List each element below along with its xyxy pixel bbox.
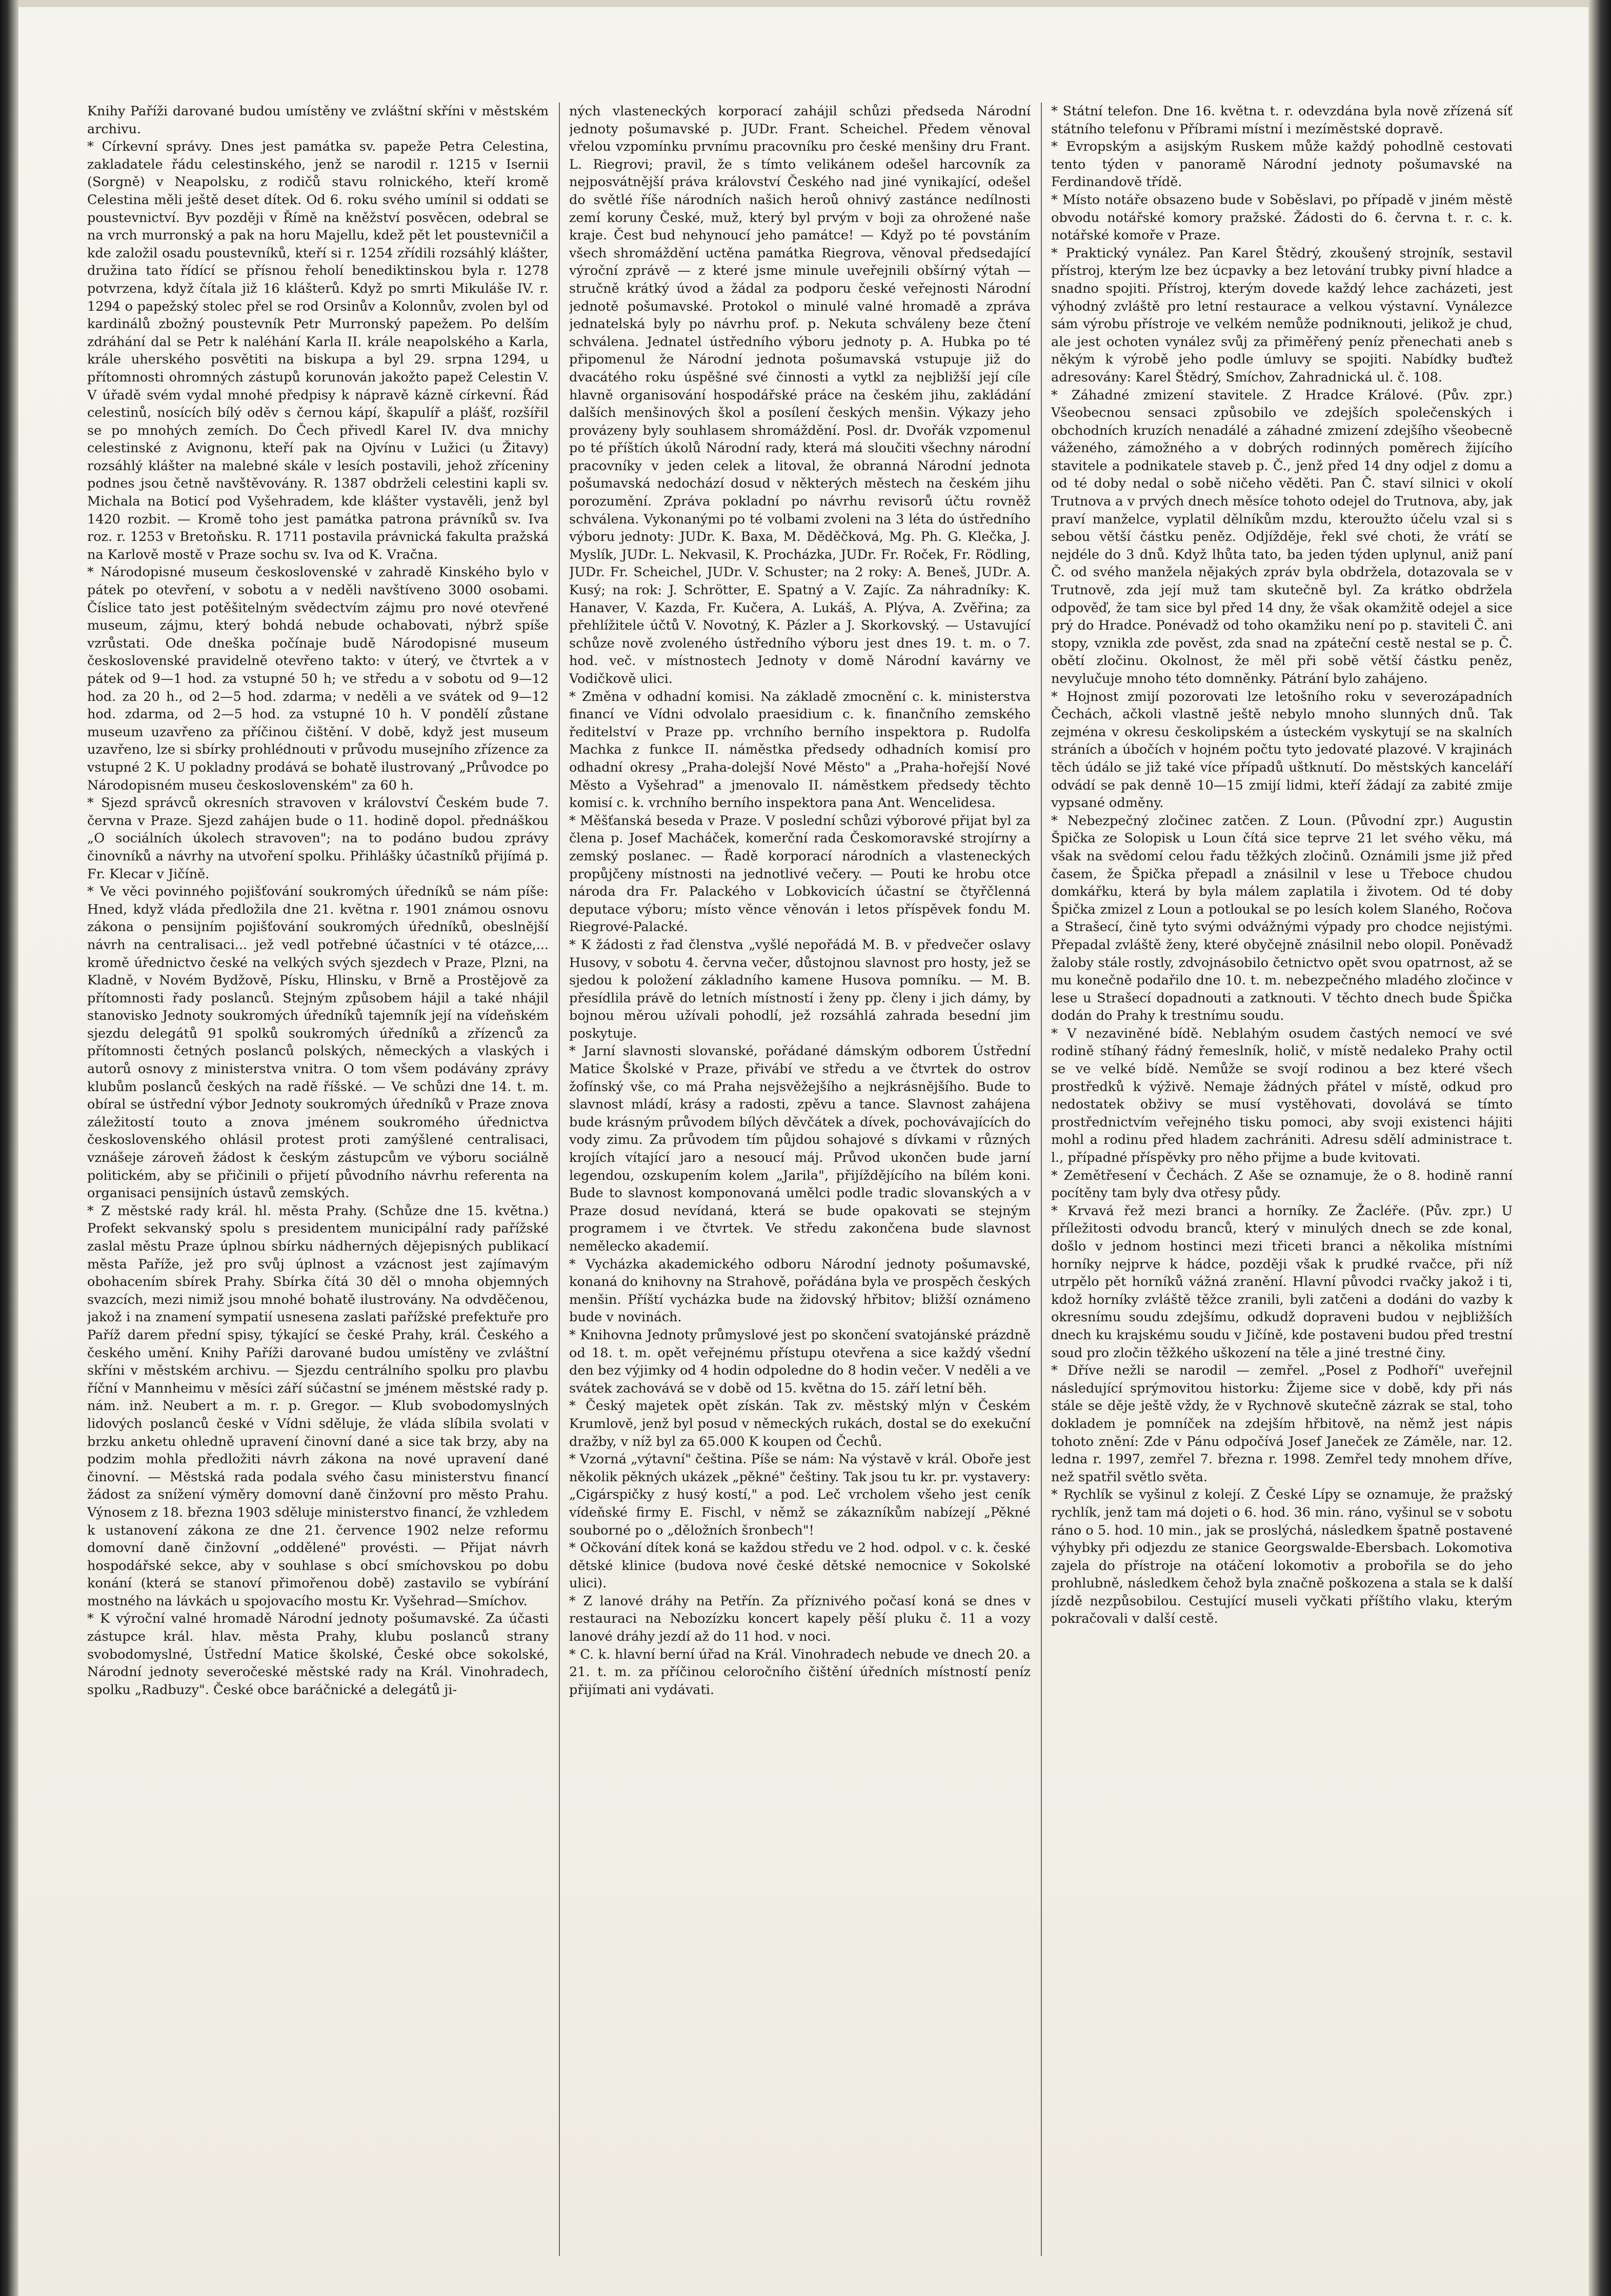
article-paragraph: * Zemětřesení v Čechách. Z Aše se oznamuje, že o 8. hodině ranní pocítěny tam byly dva otřesy půdy. (1051, 1167, 1513, 1201)
column-right (1051, 103, 1513, 2271)
article-paragraph: * Měšťanská beseda v Praze. V poslední schůzi výborové přijat byl za člena p. Josef Macháček, komerční rada Českomoravské strojírny a zemský poslanec. — Řadě korporací národních a vlasteneckých propůjčeny místnosti na jednotlivé večery. — Pouti ke hrobu otce národa dra Fr. Palackého v Lobkovicích účastní se čtyřčlenná deputace výboru; místo věnce věnován i letos příspěvek fondu M. Riegrové-Palacké. (569, 813, 1031, 935)
article-paragraph: * Jarní slavnosti slovanské, pořádané dámským odborem Ústřední Matice Školské v Praze, přivábí ve středu a ve čtvrtek do ostrov žofínský vše, co má Praha nejsvěžejšího a nejkrásnějšího. Bude to slavnost mládí, krásy a radosti, zpěvu a tance. Slavnost zahájena bude krásným průvodem bílých děvčátek a dívek, pochovávajících do vody zimu. Za průvodem tím půjdou sohajové s dívkami v různých krojích vítající jaro a nesoucí máj. Průvod ukončen bude jarní legendou, ozskupením kolem „Jarila", přijíždějícího na bílém koni. Bude to slavnost komponovaná umělci podle tradic slovanských a v Praze dosud nevídaná, která se bude opakovati se stejným programem i ve čtvrtek. Ve středu zakončena bude slavnost nemělecko akademií. (569, 1043, 1031, 1254)
article-paragraph: * Nebezpečný zločinec zatčen. Z Loun. (Původní zpr.) Augustin Špička ze Solopisk u Loun čítá sice teprve 21 let svého věku, má však na svědomí celou řadu těžkých zločinů. Oznámili jsme již před časem, že Špička přepadl a znásilnil v lese u Třeboce chudou domkářku, která by byla málem zaplatila i životem. Od té doby Špička zmizel z Loun a potloukal se po lesích kolem Slaného, Ročova a Strašecí, čině tyto svými odvážnými výpady pro chodce nejistými. Přepadal zvláště ženy, které obyčejně znásilnil nebo olopil. Poněvadž žaloby stále rostly, zdvojnásobilo četnictvo opět svou opatrnost, až se mu konečně podařilo dne 10. t. m. nebezpečného mladého zločince v lese u Strašecí dopadnouti a zatknouti. V těchto dnech bude Špička dodán do Prahy k trestnímu soudu. (1051, 813, 1513, 1024)
columns (87, 103, 1513, 2271)
article-paragraph: * Krvavá řež mezi branci a horníky. Ze Žacléře. (Pův. zpr.) U příležitosti odvodu branců, který v minulých dnech se zde konal, došlo v jednom hostinci mezi třiceti branci a několika místními horníky nejprve k hádce, později však k prudké rvačce, při níž utrpělo pět horníků vážná zranění. Hlavní původci rvačky jakož i ti, kdož horníky zvláště těžce zranili, byli zatčeni a dodáni do vazby k okresnímu soudu zdejšímu, odkudž dopraveni budou v nejbližších dnech ku krajskému soudu v Jičíně, kde postaveni budou před trestní soud pro zločin těžkého uškození na těle a jiné trestné činy. (1051, 1203, 1513, 1361)
article-paragraph: * Z městské rady král. hl. města Prahy. (Schůze dne 15. května.) Profekt sekvanský spolu s presidentem municipální rady pařížské zaslal městu Praze úplnou sbírku nádherných dějepisných publikací města Paříže, jež pro svůj úplnost a vzácnost jest zajímavým obohacením sbírek Prahy. Sbírka čítá 30 děl o mnoha objemných svazcích, mezi nimiž jsou mnohé bohatě ilustrovány. Na odvděčenou, jakož i na znamení sympatií usnesena zaslati pařížské prefektuře pro Paříž darem přední spisy, týkající se české Prahy, král. Českého a českého umění. Knihy Paříži darované budou umístěny ve zvláštní skříni v městském archivu. — Sjezdu centrálního spolku pro plavbu říční v Mannheimu v měsíci září súčastní se jménem městské rady p. nám. inž. Neubert a m. r. p. Gregor. — Klub svobodomyslných lidových poslanců české v Vídni sděluje, že vláda slíbila svolati v brzku anketu ohledně upravení činovní dané a sice tak brzy, aby na podzim mohla předložiti návrh zákona na nové upravení dané činovní. — Městská rada podala svého času ministerstvu financí žádost za snížení výměry domovní daně činžovní pro město Prahu. Výnosem z 18. března 1903 sděluje ministerstvo financí, že vzhledem k ustanovení zákona ze dne 21. července 1902 nelze reformu domovní daně činžovní „oddělené" provésti. — Přijat návrh hospodářské sekce, aby v souhlase s obcí smíchovskou po dobu konání (která se stanoví přimořenou době) zastavilo se vybírání mostného na lávkách u spojovacího mostu Kr. Vyšehrad—Smíchov. (87, 1203, 549, 1609)
article-paragraph: * Očkování dítek koná se každou středu ve 2 hod. odpol. v c. k. české dětské klinice (budova nové české dětské nemocnice v Sokolské ulici). (569, 1540, 1031, 1592)
column-left (87, 103, 549, 2271)
article-paragraph: * Z lanové dráhy na Petřín. Za příznivého počasí koná se dnes v restauraci na Nebozízku koncert kapely pěší pluku č. 11 a vozy lanové dráhy jezdí až do 11 hod. v noci. (569, 1593, 1031, 1645)
article-paragraph: * Vzorná „výtavní" čeština. Píše se nám: Na výstavě v král. Oboře jest několik pěkných ukázek „pěkné" češtiny. Tak jsou tu kr. pr. vystavery: „Cigárspičky z husý kostí," a pod. Leč vrcholem všeho jest ceník vídeňské firmy E. Fischl, v němž se zákazníkům nabízejí „Pěkné souborné po o „děložních šronbech"! (569, 1452, 1031, 1538)
article-paragraph: * V nezaviněné bídě. Neblahým osudem častých nemocí ve své rodině stíhaný řádný řemeslník, holič, v místě nedaleko Prahy octil se ve velké bídě. Nemůže se svojí rodinou a bez které všech prostředků k výživě. Nemaje žádných přátel v místě, odkud pro nedostatek obživy se musí vystěhovati, dovolává se tímto prostřednictvím veřejného tisku pomoci, aby svoji existenci hájiti mohl a rodinu před hladem zachrániti. Adresu sdělí administrace t. l., případné příspěvky pro něho přijme a bude kvitovati. (1051, 1025, 1513, 1166)
article-paragraph: Knihy Paříži darované budou umístěny ve zvláštní skříni v městském archivu. (87, 104, 549, 137)
article-paragraph: * Český majetek opět získán. Tak zv. městský mlýn v Českém Krumlově, jenž byl posud v německých rukách, dostal se do exekuční dražby, v níž byl za 65.000 K koupen od Čechů. (569, 1398, 1031, 1449)
column-middle (569, 103, 1031, 2271)
article-paragraph: * Knihovna Jednoty průmyslové jest po skončení svatojánské prázdně od 18. t. m. opět veřejnému přístupu otevřena a sice každý všední den bez výjimky od 4 hodin odpoledne do 8 hodin večer. V neděli a ve svátek zachovává se v době od 15. května do 15. září letní běh. (569, 1327, 1031, 1396)
article-paragraph: * Církevní správy. Dnes jest památka sv. papeže Petra Celestina, zakladatele řádu celestinského, jenž se narodil r. 1215 v Isernii (Sorgně) v Neapolsku, z rodičů stavu rolnického, kteří kromě Celestina měli ještě deset dítek. Od 6. roku svého umínil si oddati se poustevnictví. Byv později v Římě na kněžství posvěcen, odebral se na vrch murronský a pak na horu Majellu, kdež pět let poustevničil a kde založil osadu poustevníků, kteří si r. 1254 zřídili rozsáhlý klášter, družina tato řídící se přísnou řeholí benediktinskou byla r. 1278 potvrzena, když čítala již 16 klášterů. Když po smrti Mikuláše IV. r. 1294 o papežský stolec přel se rod Orsinův a Kolonnův, zvolen byl od kardinálů zbožný poustevník Petr Murronský papežem. Po delším zdráhání dal se Petr k naléhání Karla II. krále neapolského a Karla, krále uherského posvětiti na biskupa a byl 29. srpna 1294, u přítomnosti ohromných zástupů korunován jakožto papež Celestin V. V úřadě svém vydal mnohé předpisy k nápravě kázně církevní. Řád celestinů, nosících bílý oděv s černou kápí, škapulíř a plášť, rozšířil se po mnohých zemích. Do Čech přivedl Karel IV. dva mnichy celestinské z Avignonu, kteří pak na Ojvínu v Lužici (u Žitavy) rozsáhlý klášter na malebné skále v lesích postavili, jehož zříceniny podnes jsou četně navštěvovány. R. 1387 obdrželi celestini kapli sv. Michala na Boticí pod Vyšehradem, kde klášter vystavěli, jenž byl 1420 rozbit. — Kromě toho jest památka patrona právníků sv. Iva roz. r. 1253 v Bretoňsku. R. 1711 postavila právnická fakulta pražská na Karlově mostě v Praze sochu sv. Iva od K. Vračna. (87, 139, 549, 562)
article-paragraph: * Ve věci povinného pojišťování soukromých úředníků se nám píše: Hned, když vláda předložila dne 21. května r. 1901 známou osnovu zákona o pensijním pojišťování soukromých úředníků, obeslnější návrh na centralisaci... jež vedl potřebné účastníci v té otázce,... kromě úřednictvo české na velkých svých sjezdech v Praze, Plzni, na Kladně, v Novém Bydžově, Písku, Hlinsku, v Brně a Prostějově za přítomnosti řady poslanců. Stejným způsobem hájil a také nhájil stanovisko Jednoty soukromých úředníků tajemník její na vídeňském sjezdu delegátů 91 spolků soukromých úředníků a zřízenců za přítomnosti četných poslanců polských, německých a vlaských i autorů osnovy z ministerstva vnitra. O tom všem podávány zprávy klubům poslanců českých na radě říšské. — Ve schůzi dne 14. t. m. obíral se ústřední výbor Jednoty soukromých úředníků v Praze znova záležitostí touto a znova jménem soukromého úřednictva československého ohlásil protest proti zamýšlené centralisaci, vznášeje zároveň žádost k českým zástupcům ve výboru sociálně politickém, aby se přičinili o přijetí původního návrhu referenta na organisaci pensijních ústavů zemských. (87, 884, 549, 1201)
scan-edge-top (0, 0, 1611, 7)
article-paragraph: * K výroční valné hromadě Národní jednoty pošumavské. Za účasti zástupce král. hlav. města Prahy, klubu poslanců strany svobodomyslné, Ústřední Matice školské, České obce sokolské, Národní jednoty severočeské městské rady na Král. Vinohradech, spolku „Radbuzy". České obce baráčnické a delegátů ji- (87, 1611, 549, 1698)
article-paragraph: * Evropským a asijským Ruskem může každý pohodlně cestovati tento týden v panoramě Národní jednoty pošumavské na Ferdinandově třídě. (1051, 139, 1513, 190)
article-paragraph: * C. k. hlavní berní úřad na Král. Vinohradech nebude ve dnech 20. a 21. t. m. za příčinou celoročního čištění úředních místností peníz přijímati ani vydávati. (569, 1646, 1031, 1698)
article-paragraph: * Změna v odhadní komisi. Na základě zmocnění c. k. ministerstva financí ve Vídni odvolalo praesidium c. k. finančního zemského ředitelství v Praze pp. vrchního berního inspektora p. Rudolfa Machka z funkce II. náměstka předsedy odhadních komisí pro odhadní okresy „Praha-dolejší Nové Město" a „Praha-hořejší Nové Město a Vyšehrad" a jmenovalo II. náměstkem předsedy těchto komisí c. k. vrchního berního inspektora pana Ant. Wencelidesa. (569, 689, 1031, 811)
article-paragraph: * Záhadné zmizení stavitele. Z Hradce Králové. (Pův. zpr.) Všeobecnou sensaci způsobilo ve zdejších společenských i obchodních kruzích nenadálé a záhadné zmizení zdejšího všeobecně váženého, zámožného a v dobrých rodinných poměrech žijícího stavitele a podnikatele staveb p. Č., jenž před 14 dny odjel z domu a od té doby nedal o sobě ničeho věděti. Pan Č. staví silnici v okolí Trutnova a v prvých dnech měsíce tohoto odejel do Trutnova, aby, jak praví manželce, vyplatil dělníkům mzdu, kteroužto účelu vzal si s sebou větší částku peněz. Odjížděje, řekl své choti, že vrátí se nejdéle do 3 dnů. Když lhůta tato, ba jeden týden uplynul, aniž paní Č. od svého manžela nějakých zpráv byla obdržela, dotazovala se v Trutnově, zda její muž tam skutečně byl. Za krátko obdržela odpověď, že tam sice byl před 14 dny, že však okamžitě odejel a sice prý do Hradce. Ponévadž od toho okamžiku není po p. staviteli Č. ani stopy, vznikla zde pověst, zda snad na zpáteční cestě nestal se p. Č. obětí zločinu. Okolnost, že měl při sobě větší částku peněz, nevylučuje mnoho této domněnky. Pátrání bylo zahájeno. (1051, 387, 1513, 687)
article-paragraph: * Dříve nežli se narodil — zemřel. „Posel z Podhoří" uveřejnil následující sprýmovitou historku: Žijeme sice v době, kdy při nás stále se děje ještě vždy, že v Rychnově skutečně zázrak se stal, toho dokladem je pomníček na zdejším hřbitově, na němž jest nápis tohoto znění: Zde v Pánu odpočívá Josef Janeček ze Záměle, nar. 12. ledna r. 1997, zemřel 7. března r. 1998. Zemřel tedy mnohem dříve, než spatřil světlo světa. (1051, 1363, 1513, 1485)
article-paragraph: ných vlasteneckých korporací zahájil schůzi předseda Národní jednoty pošumavské p. JUDr. Frant. Scheichel. Předem věnoval vřelou vzpomínku prvnímu pracovníku pro české menšiny dru Frant. L. Riegrovi; pravil, že s tímto velikánem odešel harcovník za nejposvátnější práva království Českého nad jiné vynikající, odešel do světlé říše národních našich heroů ohnivý zastánce nedílnosti zemí koruny České, muž, který byl prvým v boji za ohrožené naše kraje. Čest bud nehynoucí jeho památce! — Když po té povstáním všech shromáždění uctěna památka Riegrova, věnoval předsedající výroční zprávě — z které jsme minule uveřejnili obšírný výtah — stručně krátký úvod a žádal za podporu české veřejnosti Národní jednotě pošumavské. Protokol o minulé valné hromadě a zpráva jednatelská byly po návrhu prof. p. Nekuta schváleny beze čtení schválena. Jednatel ústředního výboru jednoty p. A. Hubka po té připomenul že Národní jednota pošumavská vstupuje již do dvacátého roku úspěšné své činnosti a vytkl za nejbližší její cíle hlavně organisování hospodářské práce na českém jihu, zakládání dalších menšinových škol a posílení českých menšin. Výkazy jeho provázeny byly souhlasem shromáždění. Posl. dr. Dvořák vzpomenul po té příštích úkolů Národní rady, která má sloučiti všechny národní pracovníky v jeden celek a litoval, že obranná Národní jednota pošumavská nedochází dosud v některých městech na českém jihu porozumění. Zpráva pokladní po návrhu revisorů účtu rovněž schválena. Vykonanými po té volbami zvoleni na 3 léta do ústředního výboru jednoty: JUDr. K. Baxa, M. Děděčková, Mg. Ph. G. Klečka, J. Myslík, JUDr. L. Nekvasil, K. Procházka, JUDr. Fr. Roček, Fr. Rödling, JUDr. Fr. Scheichel, JUDr. V. Schuster; na 2 roky: A. Beneš, JUDr. A. Kusý; na rok: J. Schrötter, E. Spatný a V. Zajíc. Za náhradníky: K. Hanaver, V. Kazda, Fr. Kučera, A. Lukáš, A. Plýva, A. Zvěřina; za přehlížitele účtů V. Novotný, K. Pázler a J. Skorkovský. — Ustavující schůze nově zvoleného ústředního výboru jest dnes 19. t. m. o 7. hod. več. v místnostech Jednoty v domě Národní kavárny ve Vodičkově ulici. (569, 104, 1031, 687)
article-paragraph: * Místo notáře obsazeno bude v Soběslavi, po případě v jiném městě obvodu notářské komory pražské. Žádosti do 6. června t. r. c. k. notářské komoře v Praze. (1051, 192, 1513, 244)
article-paragraph: * Praktický vynález. Pan Karel Štědrý, zkoušený strojník, sestavil přístroj, kterým lze bez úcpavky a bez letování trubky pivní hladce a snadno spojiti. Přístroj, kterým dovede každý lehce zacházeti, jest výhodný zvláště pro letní restaurace a velkou výstavní. Vynálezce sám výrobu přístroje ve velkém nemůže podniknouti, jelikož je chud, ale jest ochoten vynález svůj za přiměřený peníz přenechati aneb s někým k výrobě jeho podle úmluvy se spojiti. Nabídky buďtež adresovány: Karel Štědrý, Smíchov, Zahradnická ul. č. 108. (1051, 245, 1513, 385)
article-paragraph: * Vycházka akademického odboru Národní jednoty pošumavské, konaná do knihovny na Strahově, pořádána byla ve prospěch českých menšin. Příští vycházka bude na židovský hřbitov; bližší oznámeno bude v novinách. (569, 1256, 1031, 1325)
article-paragraph: * Státní telefon. Dne 16. května t. r. odevzdána byla nově zřízená síť státního telefonu v Příbrami místní i mezíměstské dopravě. (1051, 104, 1513, 137)
article-paragraph: * K žádosti z řad členstva „vyšlé nepořádá M. B. v předvečer oslavy Husovy, v sobotu 4. června večer, důstojnou slavnost pro hosty, jež se sjedou k položení základního kamene Husova pomníku. — M. B. přesídlila právě do letních místností i ženy pp. členy i jich dámy, by bojnou měrou užívali pohodlí, jež rozsáhlá zahrada besední jim poskytuje. (569, 937, 1031, 1041)
scan-edge-left (0, 0, 18, 2296)
article-paragraph: * Národopisné museum československé v zahradě Kinského bylo v pátek po otevření, v sobotu a v neděli navštíveno 3000 osobami. Číslice tato jest potěšitelným svědectvím zájmu pro nové otevřené museum, zájmu, který bohdá nebude ochabovati, nýbrž spíše vzrůstati. Ode dneška počínaje budě Národopisné museum československé pravidelně otevřeno takto: v úterý, ve čtvrtek a v pátek od 9—1 hod. za vstupné 50 h; ve středu a v sobotu od 9—12 hod. za 20 h., od 2—5 hod. zdarma; v neděli a ve svátek od 9—12 hod. zdarma, od 2—5 hod. za vstupné 10 h. V pondělí zůstane museum uzavřeno za příčinou čištění. V době, když jest museum uzavřeno, lze si sbírky prohlédnouti v průvodu musejního zřízence za vstupné 2 K. U pokladny prodává se bohatě ilustrovaný „Průvodce po Národopisném museu československém" za 60 h. (87, 565, 549, 793)
article-paragraph: * Sjezd správců okresních stravoven v království Českém bude 7. června v Praze. Sjezd zahájen bude o 11. hodině dopol. přednáškou „O sociálních úkolech stravoven"; na to podáno budou zprávy činovníků a návrhy na utvoření spolku. Přihlášky účastníků přijímá p. Fr. Klecar v Jičíně. (87, 795, 549, 882)
scan-edge-right (1588, 0, 1611, 2296)
article-paragraph: * Rychlík se vyšinul z kolejí. Z České Lípy se oznamuje, že pražský rychlík, jenž tam má dojeti o 6. hod. 36 min. ráno, vyšinul se v sobotu ráno o 5. hod. 10 min., jak se proslýchá, následkem špatně postavené výhybky při odjezdu ze stanice Georgswalde-Ebersbach. Lokomotiva zajela do přístroje na otáčení lokomotiv a probořila se do jeho prohlubně, následkem čehož byla značně poškozena a stala se k další jízdě nezpůsobilou. Cestující museli vyčkati příštího vlaku, kterým pokračovali v další cestě. (1051, 1487, 1513, 1627)
article-paragraph: * Hojnost zmijí pozorovati lze letošního roku v severozápadních Čechách, ačkoli vlastně ještě nebylo mnoho slunných dnů. Tak zejména v okresu českolipském a ústeckém vyskytují se na skalních stráních a úbočích v hojném počtu tyto jedovaté plazové. V krajinách těch údálo se již také více případů uštknutí. Do městských kanceláří odvádí se pak denně 10—15 zmijí lidmi, kteří žádají za zabité zmije vypsané odměny. (1051, 689, 1513, 811)
